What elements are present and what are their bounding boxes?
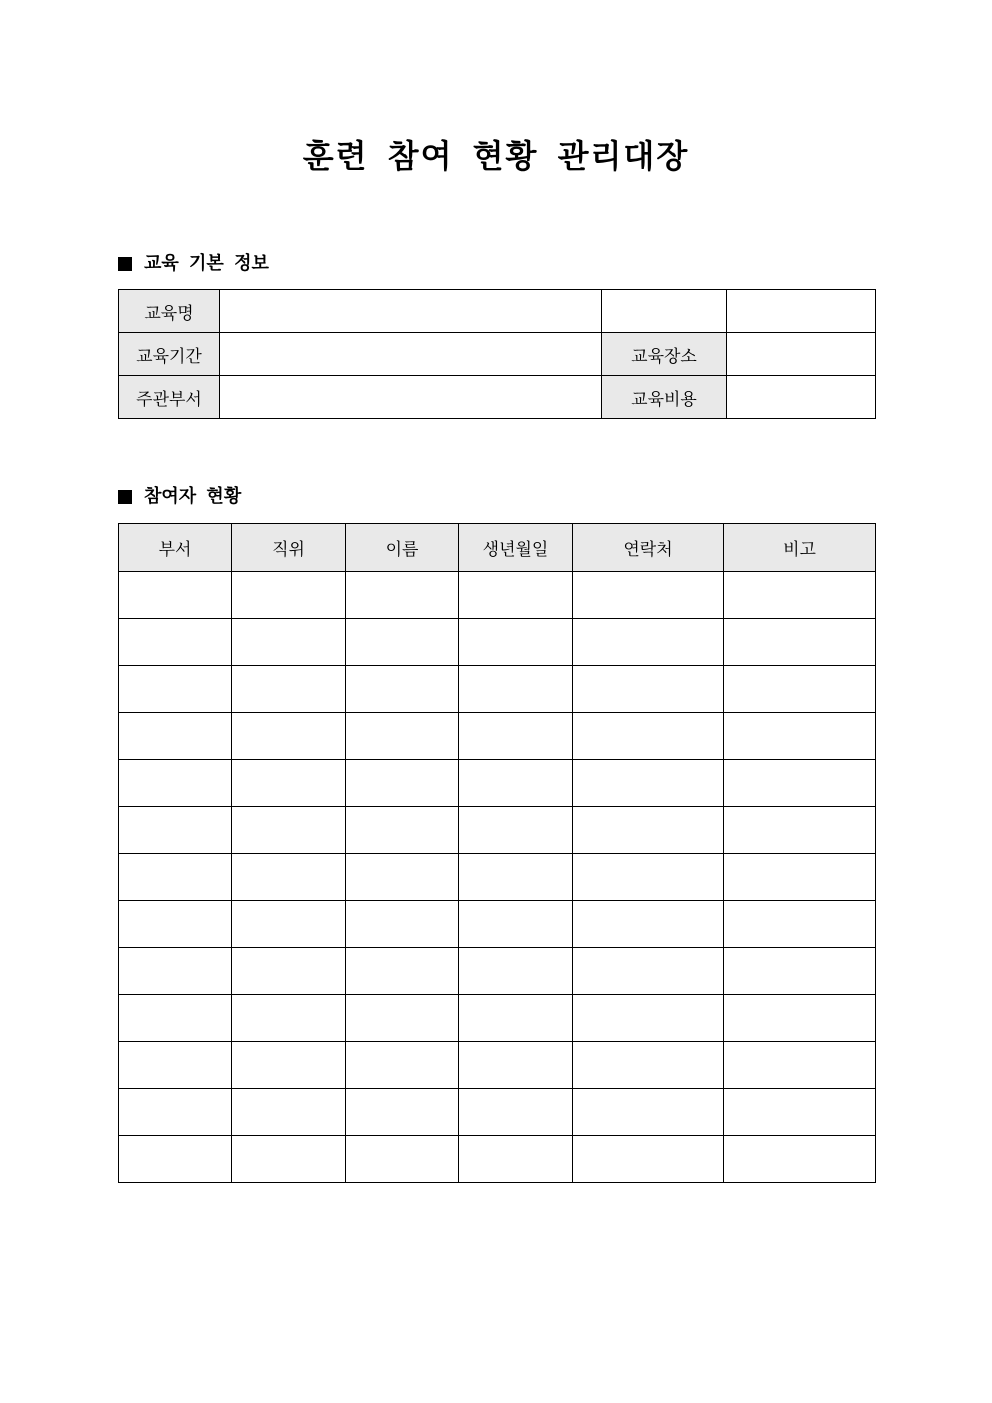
name-cell[interactable]	[346, 1042, 459, 1089]
table-row	[119, 807, 876, 854]
position-cell[interactable]	[232, 572, 346, 619]
name-cell[interactable]	[346, 948, 459, 995]
remarks-cell[interactable]	[724, 948, 876, 995]
birthdate-cell[interactable]	[459, 807, 573, 854]
name-cell[interactable]	[346, 995, 459, 1042]
contact-cell[interactable]	[573, 901, 724, 948]
department-cell[interactable]	[119, 713, 232, 760]
table-row	[119, 619, 876, 666]
department-cell[interactable]	[119, 619, 232, 666]
course-cost-field[interactable]	[727, 376, 876, 419]
participants-body	[119, 572, 876, 1183]
contact-cell[interactable]	[573, 807, 724, 854]
square-bullet-icon	[118, 490, 132, 504]
info-row-period	[119, 333, 876, 376]
participants-table	[118, 523, 876, 1183]
contact-cell[interactable]	[573, 760, 724, 807]
remarks-cell[interactable]	[724, 807, 876, 854]
table-row	[119, 995, 876, 1042]
label-course-period: 교육기간	[119, 333, 220, 376]
basic-info-table	[118, 289, 876, 419]
birthdate-cell[interactable]	[459, 948, 573, 995]
column-header-department: 부서	[119, 524, 232, 572]
name-cell[interactable]	[346, 760, 459, 807]
department-cell[interactable]	[119, 1136, 232, 1183]
birthdate-cell[interactable]	[459, 1042, 573, 1089]
section-heading-basic-info	[118, 252, 269, 276]
contact-cell[interactable]	[573, 948, 724, 995]
remarks-cell[interactable]	[724, 572, 876, 619]
course-period-field[interactable]	[220, 333, 602, 376]
birthdate-cell[interactable]	[459, 619, 573, 666]
table-row	[119, 1089, 876, 1136]
table-row	[119, 1136, 876, 1183]
name-cell[interactable]	[346, 854, 459, 901]
remarks-cell[interactable]	[724, 854, 876, 901]
label-course-cost: 교육비용	[602, 376, 727, 419]
position-cell[interactable]	[232, 760, 346, 807]
remarks-cell[interactable]	[724, 1089, 876, 1136]
birthdate-cell[interactable]	[459, 995, 573, 1042]
remarks-cell[interactable]	[724, 1042, 876, 1089]
contact-cell[interactable]	[573, 666, 724, 713]
position-cell[interactable]	[232, 713, 346, 760]
table-row	[119, 572, 876, 619]
table-row	[119, 713, 876, 760]
remarks-cell[interactable]	[724, 760, 876, 807]
table-row	[119, 1042, 876, 1089]
remarks-cell[interactable]	[724, 713, 876, 760]
blank-value-cell[interactable]	[727, 290, 876, 333]
department-cell[interactable]	[119, 760, 232, 807]
department-cell[interactable]	[119, 948, 232, 995]
position-cell[interactable]	[232, 619, 346, 666]
contact-cell[interactable]	[573, 572, 724, 619]
host-department-field[interactable]	[220, 376, 602, 419]
birthdate-cell[interactable]	[459, 572, 573, 619]
section-heading-text: 교육 기본 정보	[144, 253, 269, 274]
department-cell[interactable]	[119, 1042, 232, 1089]
table-row	[119, 854, 876, 901]
department-cell[interactable]	[119, 1089, 232, 1136]
square-bullet-icon	[118, 257, 132, 271]
contact-cell[interactable]	[573, 1089, 724, 1136]
column-header-birthdate: 생년월일	[459, 524, 573, 572]
course-name-field[interactable]	[220, 290, 602, 333]
course-location-field[interactable]	[727, 333, 876, 376]
column-header-name: 이름	[346, 524, 459, 572]
department-cell[interactable]	[119, 995, 232, 1042]
participants-header-row	[119, 524, 876, 572]
name-cell[interactable]	[346, 1089, 459, 1136]
info-row-course-name	[119, 290, 876, 333]
document-title: 훈련 참여 현황 관리대장	[302, 137, 690, 175]
name-cell[interactable]	[346, 572, 459, 619]
label-host-department: 주관부서	[119, 376, 220, 419]
label-course-name: 교육명	[119, 290, 220, 333]
position-cell[interactable]	[232, 666, 346, 713]
section-heading-participants	[118, 485, 241, 509]
contact-cell[interactable]	[573, 1136, 724, 1183]
remarks-cell[interactable]	[724, 901, 876, 948]
remarks-cell[interactable]	[724, 619, 876, 666]
name-cell[interactable]	[346, 1136, 459, 1183]
birthdate-cell[interactable]	[459, 666, 573, 713]
department-cell[interactable]	[119, 666, 232, 713]
department-cell[interactable]	[119, 854, 232, 901]
column-header-remarks: 비고	[724, 524, 876, 572]
contact-cell[interactable]	[573, 713, 724, 760]
column-header-contact: 연락처	[573, 524, 724, 572]
name-cell[interactable]	[346, 666, 459, 713]
birthdate-cell[interactable]	[459, 713, 573, 760]
birthdate-cell[interactable]	[459, 1136, 573, 1183]
contact-cell[interactable]	[573, 619, 724, 666]
table-row	[119, 901, 876, 948]
remarks-cell[interactable]	[724, 995, 876, 1042]
contact-cell[interactable]	[573, 854, 724, 901]
name-cell[interactable]	[346, 807, 459, 854]
name-cell[interactable]	[346, 713, 459, 760]
position-cell[interactable]	[232, 807, 346, 854]
position-cell[interactable]	[232, 1089, 346, 1136]
blank-label-cell[interactable]	[602, 290, 727, 333]
info-row-department	[119, 376, 876, 419]
label-course-location: 교육장소	[602, 333, 727, 376]
table-row	[119, 760, 876, 807]
remarks-cell[interactable]	[724, 666, 876, 713]
name-cell[interactable]	[346, 619, 459, 666]
position-cell[interactable]	[232, 995, 346, 1042]
position-cell[interactable]	[232, 854, 346, 901]
contact-cell[interactable]	[573, 995, 724, 1042]
remarks-cell[interactable]	[724, 1136, 876, 1183]
position-cell[interactable]	[232, 948, 346, 995]
position-cell[interactable]	[232, 1136, 346, 1183]
table-row	[119, 666, 876, 713]
position-cell[interactable]	[232, 1042, 346, 1089]
department-cell[interactable]	[119, 807, 232, 854]
birthdate-cell[interactable]	[459, 760, 573, 807]
birthdate-cell[interactable]	[459, 854, 573, 901]
table-row	[119, 948, 876, 995]
position-cell[interactable]	[232, 901, 346, 948]
birthdate-cell[interactable]	[459, 901, 573, 948]
birthdate-cell[interactable]	[459, 1089, 573, 1136]
department-cell[interactable]	[119, 901, 232, 948]
contact-cell[interactable]	[573, 1042, 724, 1089]
column-header-position: 직위	[232, 524, 346, 572]
department-cell[interactable]	[119, 572, 232, 619]
section-heading-text: 참여자 현황	[144, 486, 242, 507]
name-cell[interactable]	[346, 901, 459, 948]
